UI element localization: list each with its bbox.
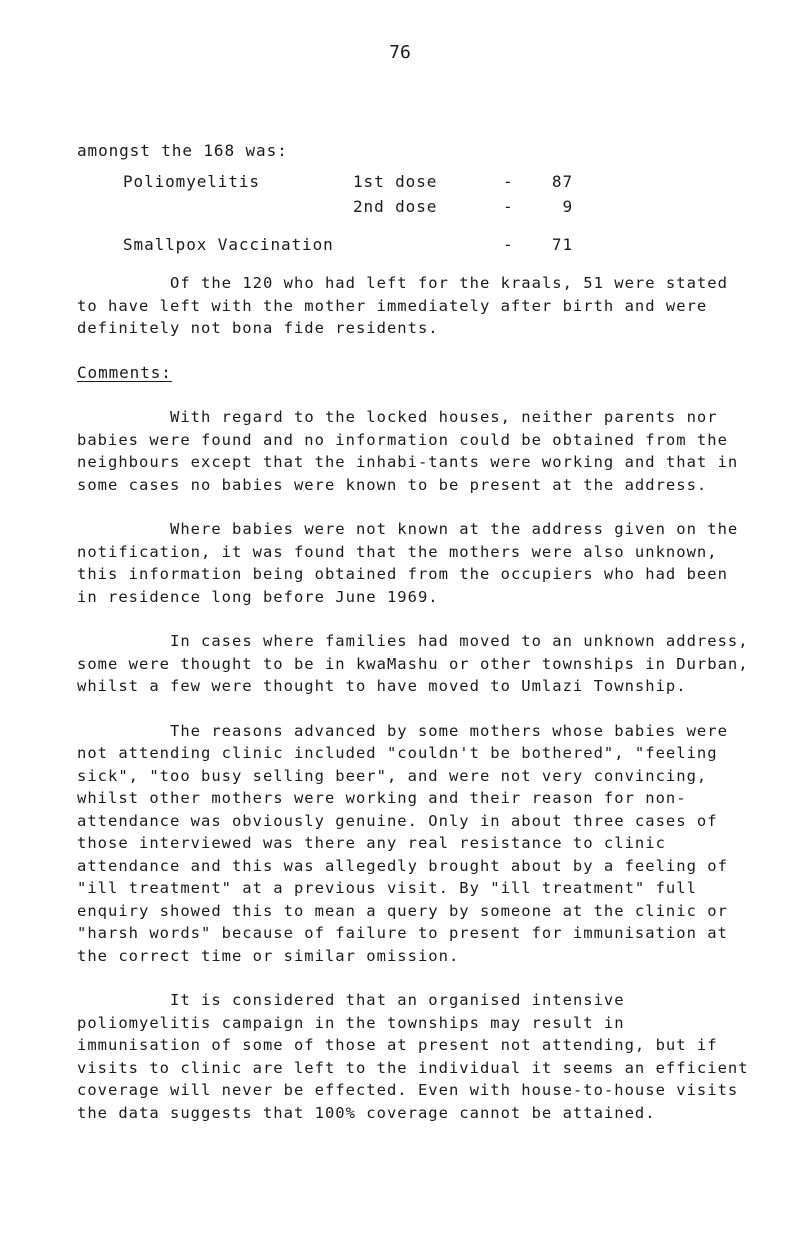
vaccination-name (77, 196, 353, 219)
page-number: 76 (389, 42, 411, 63)
vaccination-dash: - (503, 197, 514, 216)
comment-paragraph-reasons: The reasons advanced by some mothers whose babies were not attending clinic included "couldn't be bothered", "feeling sick", "too busy selling beer", and were not very convincing, whilst other mothers were working and their reason for non-attendance was obviously genuine. Only in about three cases of those interviewed was there any real resistance to clinic attendance and this was allegedly brought about by a feeling of "ill treatment" at a previous visit. By "ill treatment" full enquiry showed this to mean a query by someone at the clinic or "harsh words" because of failure to present for immunisation at the correct time or similar omission. (77, 721, 728, 965)
vaccination-value: 9 (562, 197, 573, 216)
vaccination-dose: 1st dose (353, 171, 438, 191)
comments-heading: Comments: (77, 362, 172, 382)
comment-paragraph-unknown-address: Where babies were not known at the address given on the notification, it was found that the mothers were also unknown, this information being obtained from the occupiers who had been in residence long before June 1969. (77, 520, 739, 606)
comment-paragraph-campaign: It is considered that an organised intensive poliomyelitis campaign in the townships may result in immunisation of some of those at present not attending, but if visits to clinic are left to the individual it seems an efficient coverage will never be effected. Even with house-to-house visits the data suggests that 100% coverage cannot be attained. (77, 991, 749, 1122)
kraals-paragraph: Of the 120 who had left for the kraals, 51 were stated to have left with the mother immediately after birth and were definitely not bona fide residents. (77, 274, 728, 337)
vaccination-value: 87 (551, 171, 573, 191)
vaccination-row-polio-2 (77, 196, 757, 219)
vaccination-dose: 2nd dose (353, 197, 438, 216)
vaccination-row-polio-1 (77, 171, 757, 194)
vaccination-row-smallpox (77, 234, 757, 257)
comment-paragraph-locked-houses: With regard to the locked houses, neither parents nor babies were found and no information could be obtained from the neighbours except that the inhabi-tants were working and that in some cases no babies were known to be present at the address. (77, 408, 739, 494)
intro-line: amongst the 168 was: (77, 141, 288, 160)
vaccination-name: Smallpox Vaccination (123, 234, 334, 254)
comment-paragraph-moved-families: In cases where families had moved to an unknown address, some were thought to be in kwaMashu or other townships in Durban, whilst a few were thought to have moved to Umlazi Township. (77, 632, 749, 695)
vaccination-dash: - (503, 171, 514, 191)
vaccination-dash: - (503, 234, 514, 254)
vaccination-value: 71 (551, 234, 573, 254)
vaccination-name: Poliomyelitis (123, 171, 260, 191)
document-body (77, 140, 757, 1124)
